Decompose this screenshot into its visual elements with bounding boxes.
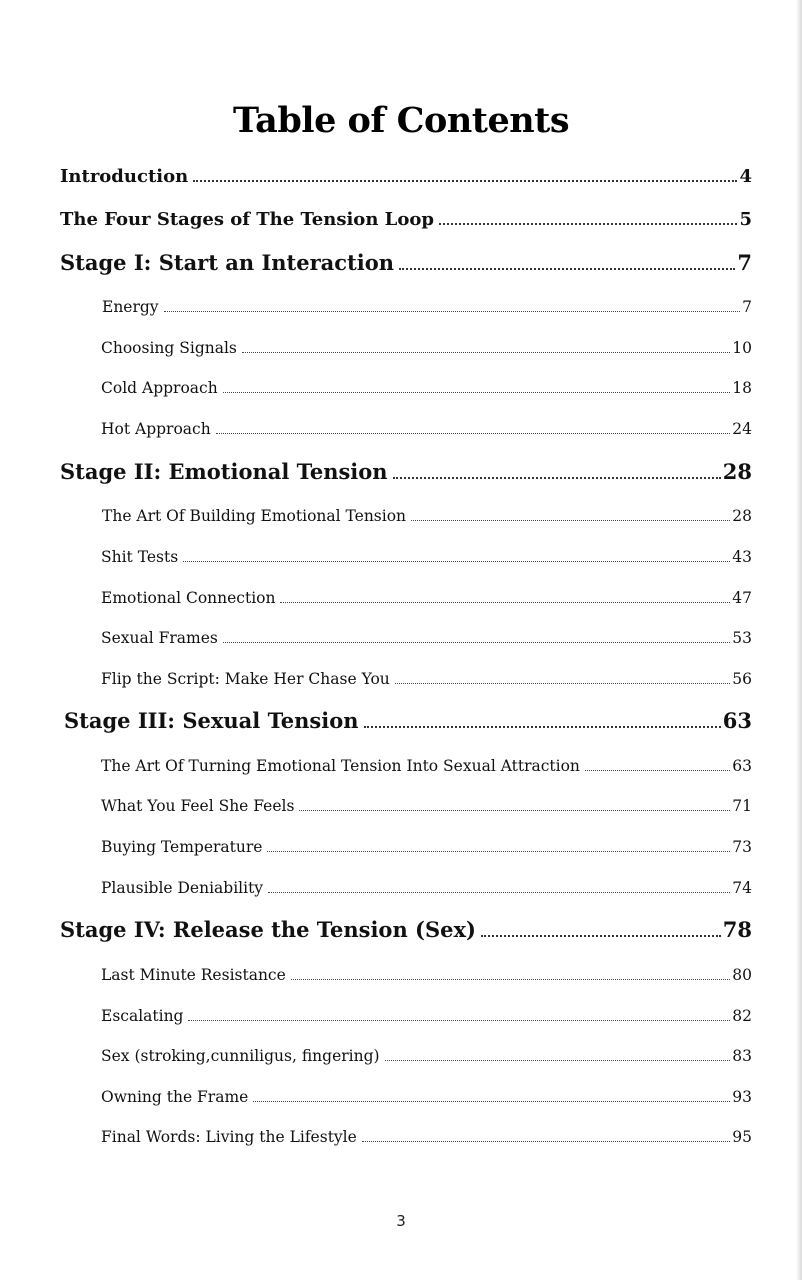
- dot-leader: [364, 726, 721, 728]
- toc-entry-label: Stage IV: Release the Tension (Sex): [60, 917, 476, 942]
- dot-leader: [439, 223, 738, 225]
- toc-entry-last-minute-resistance[interactable]: [101, 966, 752, 984]
- toc-entry-label: Stage III: Sexual Tension: [64, 708, 359, 733]
- toc-entry-what-you-feel[interactable]: [101, 797, 752, 815]
- dot-leader: [399, 268, 735, 270]
- toc-entry-page: 82: [732, 1007, 752, 1025]
- toc-entry-page: 7: [742, 298, 752, 316]
- toc-entry-label: Sexual Frames: [101, 629, 218, 647]
- dot-leader: [183, 561, 730, 562]
- toc-entry-label: Cold Approach: [101, 379, 218, 397]
- toc-entry-page: 18: [732, 379, 752, 397]
- toc-entry-page: 78: [722, 917, 752, 942]
- dot-leader: [395, 683, 731, 684]
- toc-entry-label: Emotional Connection: [101, 589, 276, 607]
- toc-entry-emotional-connection[interactable]: [101, 589, 752, 607]
- toc-entry-page: 7: [737, 250, 752, 275]
- dot-leader: [385, 1060, 731, 1061]
- toc-entry-page: 71: [732, 797, 752, 815]
- toc-entry-page: 24: [732, 420, 752, 438]
- dot-leader: [188, 1020, 730, 1021]
- dot-leader: [362, 1141, 730, 1142]
- toc-entry-label: Owning the Frame: [101, 1088, 249, 1106]
- toc-entry-four-stages[interactable]: [60, 209, 752, 230]
- toc-entry-owning-the-frame[interactable]: [101, 1088, 752, 1106]
- toc-entry-turning-emotional-tension[interactable]: [101, 757, 752, 775]
- toc-entry-building-emotional-tension[interactable]: [102, 507, 752, 525]
- toc-entry-page: 93: [732, 1088, 752, 1106]
- toc-entry-page: 83: [732, 1047, 752, 1065]
- page-title: Table of Contents: [232, 100, 570, 141]
- toc-entry-cold-approach[interactable]: [101, 379, 752, 397]
- toc-entry-page: 63: [732, 757, 752, 775]
- toc-entry-page: 28: [732, 507, 752, 525]
- toc-entry-label: Stage II: Emotional Tension: [60, 459, 388, 484]
- dot-leader: [242, 352, 730, 353]
- dot-leader: [291, 979, 730, 980]
- toc-entry-page: 28: [722, 459, 752, 484]
- dot-leader: [411, 520, 730, 521]
- toc-entry-page: 74: [732, 879, 752, 897]
- toc-entry-page: 43: [732, 548, 752, 566]
- page-number: 3: [396, 1212, 406, 1230]
- toc-entry-page: 95: [732, 1128, 752, 1146]
- dot-leader: [193, 180, 737, 182]
- toc-entry-label: The Art Of Turning Emotional Tension Into Sexual Attraction: [101, 757, 580, 775]
- page-edge-shadow: [796, 0, 802, 1280]
- dot-leader: [164, 311, 741, 312]
- toc-entry-final-words[interactable]: [101, 1128, 752, 1146]
- toc-entry-page: 63: [722, 708, 752, 733]
- toc-entry-stage-4[interactable]: [60, 917, 752, 942]
- toc-entry-label: Introduction: [60, 166, 189, 187]
- toc-entry-label: Energy: [102, 298, 159, 316]
- toc-entry-flip-the-script[interactable]: [101, 670, 752, 688]
- dot-leader: [393, 477, 721, 479]
- toc-entry-label: Sex (stroking,cunniligus, fingering): [101, 1047, 380, 1065]
- toc-entry-label: The Art Of Building Emotional Tension: [102, 507, 407, 525]
- toc-entry-label: What You Feel She Feels: [101, 797, 295, 815]
- toc-entry-page: 53: [732, 629, 752, 647]
- dot-leader: [223, 392, 731, 393]
- toc-entry-shit-tests[interactable]: [101, 548, 752, 566]
- toc-entry-label: Buying Temperature: [101, 838, 263, 856]
- toc-entry-page: 80: [732, 966, 752, 984]
- toc-entry-label: Shit Tests: [101, 548, 179, 566]
- dot-leader: [280, 602, 730, 603]
- toc-entry-page: 73: [732, 838, 752, 856]
- dot-leader: [268, 892, 730, 893]
- dot-leader: [481, 935, 721, 937]
- toc-entry-page: 47: [732, 589, 752, 607]
- toc-entry-page: 10: [732, 339, 752, 357]
- toc-entry-stage-3[interactable]: [64, 708, 752, 733]
- toc-entry-label: Stage I: Start an Interaction: [60, 250, 395, 275]
- dot-leader: [223, 642, 730, 643]
- toc-entry-escalating[interactable]: [101, 1007, 752, 1025]
- dot-leader: [585, 770, 730, 771]
- toc-entry-page: 4: [739, 166, 752, 187]
- dot-leader: [299, 810, 730, 811]
- toc-entry-stage-1[interactable]: [60, 250, 752, 275]
- toc-entry-stage-2[interactable]: [60, 459, 752, 484]
- toc-entry-choosing-signals[interactable]: [101, 339, 752, 357]
- toc-entry-energy[interactable]: [102, 298, 752, 316]
- toc-entry-label: Hot Approach: [101, 420, 211, 438]
- toc-entry-label: The Four Stages of The Tension Loop: [60, 209, 434, 230]
- toc-entry-label: Choosing Signals: [101, 339, 237, 357]
- toc-entry-sexual-frames[interactable]: [101, 629, 752, 647]
- toc-entry-label: Plausible Deniability: [101, 879, 264, 897]
- toc-entry-buying-temperature[interactable]: [101, 838, 752, 856]
- dot-leader: [267, 851, 730, 852]
- toc-entry-page: 5: [739, 209, 752, 230]
- toc-entry-hot-approach[interactable]: [101, 420, 752, 438]
- dot-leader: [253, 1101, 730, 1102]
- toc-entry-label: Final Words: Living the Lifestyle: [101, 1128, 357, 1146]
- toc-entry-label: Flip the Script: Make Her Chase You: [101, 670, 390, 688]
- toc-entry-page: 56: [732, 670, 752, 688]
- toc-entry-sex[interactable]: [101, 1047, 752, 1065]
- toc-entry-plausible-deniability[interactable]: [101, 879, 752, 897]
- toc-entry-label: Escalating: [101, 1007, 184, 1025]
- dot-leader: [216, 433, 731, 434]
- toc-entry-label: Last Minute Resistance: [101, 966, 286, 984]
- toc-entry-introduction[interactable]: [60, 166, 752, 187]
